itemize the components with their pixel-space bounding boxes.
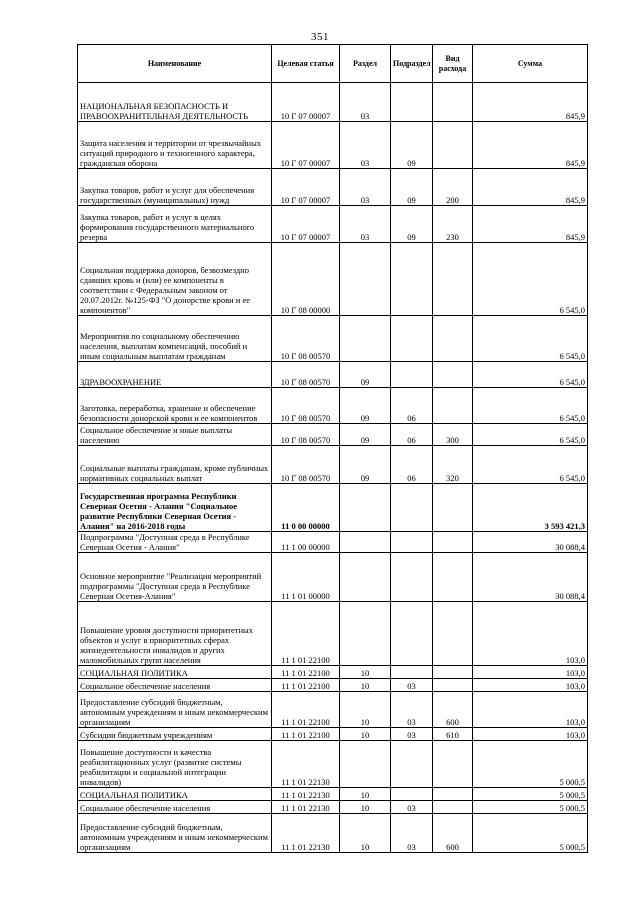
row-code: 11 1 01 00000	[272, 553, 340, 602]
table-body	[78, 83, 588, 853]
row-amount: 6 545,0	[473, 243, 588, 316]
row-amount: 30 088,4	[473, 532, 588, 553]
row-amount: 5 000,5	[473, 741, 588, 788]
row-name: Повышение уровня доступности приоритетных объектов и услуг в приоритетных сферах жизнедеятельности инвалидов и других маломобильных групп населения	[78, 602, 272, 666]
table-row	[78, 122, 588, 169]
row-expense-type	[433, 316, 473, 362]
table-row	[78, 788, 588, 801]
row-name: Предоставление субсидий бюджетным, автономным учреждениям и иным некоммерческим организациям	[78, 692, 272, 728]
row-subsection: 03	[391, 692, 433, 728]
row-subsection: 03	[391, 801, 433, 814]
row-section: 03	[340, 83, 391, 122]
row-expense-type	[433, 83, 473, 122]
table-row	[78, 532, 588, 553]
row-subsection: 09	[391, 169, 433, 206]
row-section	[340, 741, 391, 788]
header-amount: Сумма	[473, 45, 588, 83]
header-code: Целевая статья	[272, 45, 340, 83]
table-row	[78, 83, 588, 122]
row-expense-type	[433, 362, 473, 388]
row-name: Повышение доступности и качества реабилитационных услуг (развитие системы реабилитации и социальной интеграции инвалидов)	[78, 741, 272, 788]
row-name: Субсидии бюджетным учреждениям	[78, 728, 272, 741]
row-code: 10 Г 07 00007	[272, 122, 340, 169]
row-name: Защита населения и территории от чрезвычайных ситуаций природного и техногенного характера, гражданская оборона	[78, 122, 272, 169]
row-expense-type	[433, 801, 473, 814]
row-subsection: 03	[391, 679, 433, 692]
table-row	[78, 666, 588, 679]
row-name: Заготовка, переработка, хранение и обеспечение безопасности донорской крови и ее компонентов	[78, 388, 272, 424]
row-amount: 845,9	[473, 83, 588, 122]
header-subsection: Подраздел	[391, 45, 433, 83]
row-expense-type	[433, 679, 473, 692]
row-subsection: 06	[391, 388, 433, 424]
row-expense-type: 230	[433, 206, 473, 243]
row-name: Государственная программа Республики Северная Осетия - Алания "Социальное развитие Республики Северная Осетия - Алания" на 2016-2018 годы	[78, 484, 272, 532]
row-expense-type: 600	[433, 692, 473, 728]
row-expense-type: 600	[433, 814, 473, 853]
page-number: 351	[311, 31, 329, 43]
row-section: 09	[340, 424, 391, 446]
table-row	[78, 728, 588, 741]
row-subsection: 09	[391, 122, 433, 169]
row-code: 11 1 01 22100	[272, 679, 340, 692]
row-code: 10 Г 08 00570	[272, 316, 340, 362]
row-name: Социальное обеспечение населения	[78, 801, 272, 814]
table-row	[78, 362, 588, 388]
row-amount: 845,9	[473, 206, 588, 243]
row-name: Социальная поддержка доноров, безвозмездно сдавших кровь и (или) ее компоненты в соответствии с Федеральным законом от 20.07.2012г. №125-ФЗ "О донорстве крови и ее компонентов"	[78, 243, 272, 316]
row-expense-type: 320	[433, 446, 473, 484]
row-expense-type	[433, 243, 473, 316]
table-row	[78, 484, 588, 532]
row-amount: 6 545,0	[473, 388, 588, 424]
row-subsection: 03	[391, 728, 433, 741]
row-section: 10	[340, 679, 391, 692]
table-row	[78, 446, 588, 484]
header-section: Раздел	[340, 45, 391, 83]
row-section	[340, 316, 391, 362]
row-subsection	[391, 83, 433, 122]
row-section: 03	[340, 206, 391, 243]
row-name: ЗДРАВООХРАНЕНИЕ	[78, 362, 272, 388]
row-name: Предоставление субсидий бюджетным, автономным учреждениям и иным некоммерческим организациям	[78, 814, 272, 853]
row-amount: 103,0	[473, 679, 588, 692]
table-row	[78, 243, 588, 316]
row-amount: 103,0	[473, 728, 588, 741]
row-name: СОЦИАЛЬНАЯ ПОЛИТИКА	[78, 788, 272, 801]
row-code: 11 1 01 22130	[272, 741, 340, 788]
row-section: 09	[340, 446, 391, 484]
row-subsection	[391, 788, 433, 801]
table-row	[78, 388, 588, 424]
row-amount: 5 000,5	[473, 801, 588, 814]
row-amount: 6 545,0	[473, 424, 588, 446]
row-subsection	[391, 741, 433, 788]
row-subsection: 06	[391, 424, 433, 446]
row-subsection	[391, 666, 433, 679]
row-amount: 103,0	[473, 666, 588, 679]
row-section: 10	[340, 801, 391, 814]
row-subsection: 03	[391, 814, 433, 853]
row-expense-type	[433, 388, 473, 424]
row-name: СОЦИАЛЬНАЯ ПОЛИТИКА	[78, 666, 272, 679]
row-section: 10	[340, 692, 391, 728]
row-section	[340, 532, 391, 553]
row-code: 10 Г 07 00007	[272, 169, 340, 206]
row-section: 09	[340, 388, 391, 424]
table-row	[78, 814, 588, 853]
row-section: 03	[340, 169, 391, 206]
row-code: 10 Г 08 00570	[272, 362, 340, 388]
row-amount: 103,0	[473, 602, 588, 666]
row-name: Социальные выплаты гражданам, кроме публичных нормативных социальных выплат	[78, 446, 272, 484]
row-code: 11 1 01 22130	[272, 788, 340, 801]
row-expense-type	[433, 788, 473, 801]
row-code: 11 1 01 22100	[272, 692, 340, 728]
row-expense-type	[433, 741, 473, 788]
row-name: Социальное обеспечение населения	[78, 679, 272, 692]
row-name: НАЦИОНАЛЬНАЯ БЕЗОПАСНОСТЬ И ПРАВООХРАНИТЕЛЬНАЯ ДЕЯТЕЛЬНОСТЬ	[78, 83, 272, 122]
row-code: 10 Г 08 00570	[272, 446, 340, 484]
row-amount: 103,0	[473, 692, 588, 728]
row-section: 03	[340, 122, 391, 169]
row-subsection: 09	[391, 206, 433, 243]
row-code: 11 1 00 00000	[272, 532, 340, 553]
row-expense-type	[433, 602, 473, 666]
row-section: 10	[340, 728, 391, 741]
table-row	[78, 692, 588, 728]
row-expense-type	[433, 532, 473, 553]
row-expense-type: 200	[433, 169, 473, 206]
table-row	[78, 424, 588, 446]
row-section: 10	[340, 666, 391, 679]
table-row	[78, 316, 588, 362]
row-code: 10 Г 07 00007	[272, 83, 340, 122]
row-expense-type	[433, 553, 473, 602]
row-amount: 6 545,0	[473, 446, 588, 484]
row-subsection	[391, 243, 433, 316]
row-amount: 845,9	[473, 122, 588, 169]
row-expense-type	[433, 484, 473, 532]
row-subsection	[391, 532, 433, 553]
row-section	[340, 553, 391, 602]
row-code: 11 1 01 22100	[272, 602, 340, 666]
table-row	[78, 602, 588, 666]
row-amount: 845,9	[473, 169, 588, 206]
row-subsection	[391, 316, 433, 362]
row-code: 10 Г 07 00007	[272, 206, 340, 243]
row-code: 11 1 01 22130	[272, 801, 340, 814]
row-code: 10 Г 08 00570	[272, 388, 340, 424]
row-section	[340, 243, 391, 316]
table-row	[78, 553, 588, 602]
row-name: Подпрограмма "Доступная среда в Республике Северная Осетия - Алания"	[78, 532, 272, 553]
row-code: 11 1 01 22130	[272, 814, 340, 853]
row-name: Основное мероприятие "Реализация мероприятий подпрограммы "Доступная среда в Республике Северная Осетия-Алания"	[78, 553, 272, 602]
table-row	[78, 801, 588, 814]
row-name: Социальное обеспечение и иные выплаты населению	[78, 424, 272, 446]
row-amount: 5 000,5	[473, 814, 588, 853]
row-section	[340, 602, 391, 666]
row-section	[340, 484, 391, 532]
row-expense-type	[433, 122, 473, 169]
row-code: 10 Г 08 00570	[272, 424, 340, 446]
row-amount: 3 593 421,3	[473, 484, 588, 532]
table-row	[78, 679, 588, 692]
row-section: 10	[340, 788, 391, 801]
row-subsection	[391, 553, 433, 602]
row-amount: 6 545,0	[473, 316, 588, 362]
row-code: 11 1 01 22100	[272, 666, 340, 679]
table-header-row	[78, 45, 588, 83]
header-expense-type: Вид расхода	[433, 45, 473, 83]
row-amount: 5 000,5	[473, 788, 588, 801]
header-name: Наименование	[78, 45, 272, 83]
row-subsection: 06	[391, 446, 433, 484]
row-subsection	[391, 362, 433, 388]
row-section: 09	[340, 362, 391, 388]
row-subsection	[391, 602, 433, 666]
table-row	[78, 741, 588, 788]
budget-table	[77, 44, 588, 853]
row-expense-type: 610	[433, 728, 473, 741]
table-row	[78, 169, 588, 206]
row-name: Закупка товаров, работ и услуг в целях формирования государственного материального резерва	[78, 206, 272, 243]
row-section: 10	[340, 814, 391, 853]
row-code: 11 0 00 00000	[272, 484, 340, 532]
row-amount: 30 088,4	[473, 553, 588, 602]
table-row	[78, 206, 588, 243]
row-name: Мероприятия по социальному обеспечению населения, выплатам компенсаций, пособий и иным социальным выплатам гражданам	[78, 316, 272, 362]
row-code: 11 1 01 22100	[272, 728, 340, 741]
row-expense-type: 300	[433, 424, 473, 446]
row-name: Закупка товаров, работ и услуг для обеспечения государственных (муниципальных) нужд	[78, 169, 272, 206]
row-amount: 6 545,0	[473, 362, 588, 388]
row-code: 10 Г 08 00000	[272, 243, 340, 316]
row-subsection	[391, 484, 433, 532]
row-expense-type	[433, 666, 473, 679]
